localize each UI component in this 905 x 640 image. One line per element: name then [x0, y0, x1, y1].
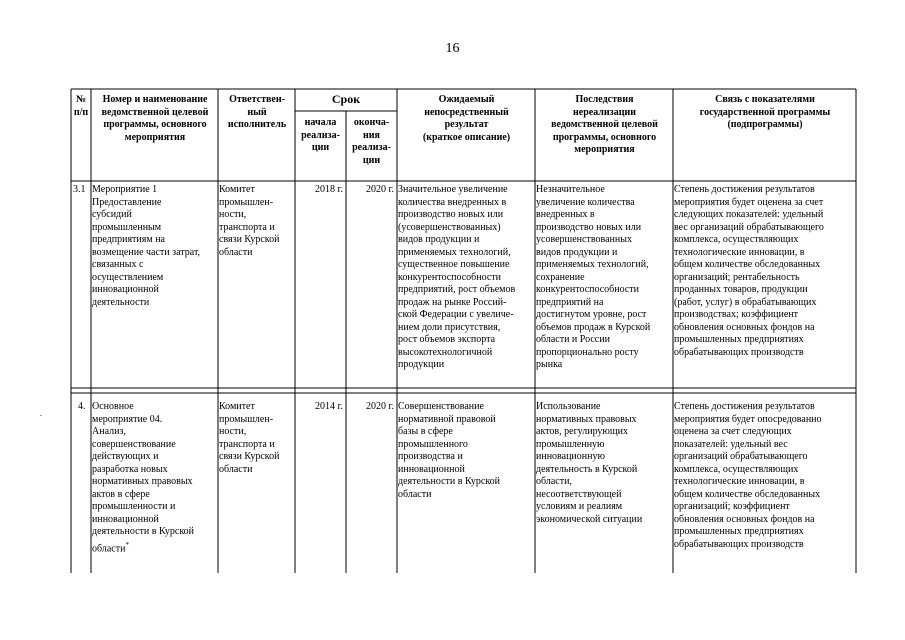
- row2-expected-line: деятельности в Курской: [398, 476, 501, 487]
- header-consequences-line: программы, основного: [552, 131, 657, 143]
- row1-expected-line: продаж на рынке Россий-: [398, 296, 507, 308]
- row2-consequences: [536, 401, 642, 526]
- page-number: 16: [445, 41, 460, 56]
- row2-consequences-line: несоответствующей: [536, 488, 622, 500]
- row2-expected-line: производства и: [398, 451, 463, 462]
- header-consequences-line: ведомственной целевой: [551, 119, 658, 130]
- row1-responsible-line: транспорта и: [219, 221, 275, 233]
- row1-link-line: проданных товаров, продукции: [674, 284, 808, 295]
- row2-consequences-line: нормативных правовых: [536, 413, 637, 425]
- row1-link-line: Степень достижения результатов: [674, 184, 815, 195]
- header-consequences-line: мероприятия: [574, 144, 635, 155]
- row1-expected-line: Значительное увеличение: [398, 184, 508, 195]
- row2-link-line: комплекса, осуществляющих: [674, 463, 799, 475]
- row2-consequences-line: инновационную: [536, 451, 605, 462]
- row2-expected-line: Совершенствование: [398, 401, 484, 412]
- row1-link-line: общем количестве обследованных: [674, 259, 821, 270]
- row1-consequences-line: Незначительное: [536, 184, 605, 195]
- row1-expected-line: продукции: [398, 359, 445, 370]
- row2-name-last: области: [92, 542, 126, 554]
- row2-responsible-line: транспорта и: [219, 438, 275, 450]
- row1-consequences-line: усовершенствованных: [536, 234, 632, 245]
- row1-num: 3.1: [73, 184, 86, 195]
- header-num-line: №: [75, 94, 87, 105]
- header-num-line: п/п: [73, 106, 89, 118]
- row2-consequences-line: условиям и реалиям: [536, 501, 623, 512]
- row1-expected-line: (усовершенствованных): [398, 221, 501, 233]
- row2-name-line: [92, 539, 194, 556]
- row1-consequences-line: достигнутом уровне, рост: [536, 309, 647, 320]
- row1-consequences-line: предприятий на: [536, 296, 604, 308]
- row2-link-line: технологические инновации, в: [674, 476, 805, 487]
- header-link-line: (подпрограммы): [727, 119, 803, 130]
- row1-consequences-line: увеличение количества: [536, 196, 635, 208]
- row1-link-line: (работ, услуг) в обрабатывающих: [674, 296, 817, 308]
- row1-responsible-line: области: [219, 246, 253, 258]
- row1-name-line: Мероприятие 1: [92, 184, 158, 195]
- header-name-line: Номер и наименование: [102, 94, 208, 105]
- row1-expected-line: производство новых или: [398, 209, 504, 220]
- row1-expected-line: нием доли присутствия,: [398, 321, 501, 333]
- row2-name-line: актов в сфере: [92, 488, 150, 500]
- row2-name-line: нормативных правовых: [92, 476, 193, 487]
- header-name-line: ведомственной целевой: [101, 106, 209, 118]
- row2-link-line: организаций; коэффициент: [674, 501, 790, 512]
- row1-link-line: технологические инновации, в: [674, 246, 805, 258]
- row2-responsible-line: Комитет: [219, 401, 255, 412]
- row2-end: 2020 г.: [366, 401, 394, 412]
- row2-name-line: промышленности и: [92, 501, 176, 512]
- row1-expected-line: предприятий, рост объемов: [398, 284, 516, 295]
- row1-consequences-line: применяемых технологий,: [536, 259, 649, 270]
- row2-responsible: [219, 401, 280, 476]
- row2-expected-line: нормативной правовой: [398, 413, 496, 425]
- row2-expected-line: инновационной: [398, 463, 465, 475]
- row1-expected-line: количества внедренных в: [398, 196, 507, 208]
- row2-responsible-line: связи Курской: [219, 451, 280, 462]
- row2-name-line: действующих и: [92, 451, 159, 462]
- row1-link-line: комплекса, осуществляющих: [674, 234, 799, 245]
- row1-consequences-line: рынка: [536, 359, 563, 370]
- row1-expected-line: применяемых технологий,: [398, 246, 511, 258]
- row1-expected-line: конкурентоспособности: [398, 271, 502, 283]
- row1-expected-line: ской Федерации с увеличе-: [398, 309, 514, 320]
- row2-expected-line: промышленного: [398, 438, 468, 450]
- row2-link-line: Степень достижения результатов: [674, 401, 815, 412]
- row1-name-line: промышленным: [92, 221, 162, 233]
- row1-responsible-line: Комитет: [219, 184, 255, 195]
- row1-name-line: субсидий: [92, 209, 132, 220]
- row1-name-line: предприятиям на: [92, 234, 165, 245]
- row1-link: [674, 184, 824, 359]
- header-responsible-line: Ответствен-: [229, 94, 285, 105]
- row2-expected: [398, 401, 500, 501]
- row1-link-line: обрабатывающих производств: [674, 346, 804, 358]
- row2-link-line: обновления основных фондов на: [674, 513, 815, 525]
- header-responsible-line: ный: [247, 106, 267, 118]
- row1-name-line: Предоставление: [92, 196, 162, 208]
- header-start-line: реализа-: [301, 129, 340, 141]
- row2-link-line: обрабатывающих производств: [674, 538, 804, 550]
- row2-name: [92, 401, 194, 555]
- row2-consequences-line: области,: [536, 476, 572, 487]
- row2-name-line: мероприятие 04.: [92, 413, 163, 425]
- header-link-line: Связь с показателями: [715, 94, 815, 105]
- row1-consequences: [536, 184, 650, 372]
- row1-name-line: осуществлением: [92, 271, 164, 283]
- header-link-line: государственной программы: [699, 106, 831, 118]
- header-expected-line: (краткое описание): [422, 131, 511, 143]
- row2-consequences-line: Использование: [536, 401, 601, 412]
- row1-name-line: возмещение части затрат,: [92, 246, 201, 258]
- row2-expected-line: области: [398, 488, 432, 500]
- row2-expected-line: базы в сфере: [398, 426, 453, 437]
- row2-name-line: Основное: [92, 401, 134, 412]
- row1-end: 2020 г.: [366, 184, 394, 195]
- header-num: [71, 94, 91, 119]
- row1-expected-line: существенное повышение: [398, 259, 510, 270]
- header-name-line: программы, основного: [103, 119, 207, 130]
- row1-name-line: инновационной: [92, 284, 159, 295]
- header-end-line: реализа-: [352, 142, 391, 153]
- row2-start: 2014 г.: [315, 401, 343, 412]
- header-end: [346, 117, 397, 167]
- header-expected-line: непосредственный: [424, 106, 509, 118]
- header-start-line: начала: [304, 117, 337, 128]
- row2-link-line: оценена за счет следующих: [674, 426, 792, 437]
- header-expected-line: результат: [444, 119, 489, 130]
- row2-name-line: деятельности в Курской: [92, 526, 195, 537]
- row1-consequences-line: внедренных в: [536, 209, 595, 220]
- row1-responsible-line: связи Курской: [219, 234, 280, 245]
- header-expected-line: Ожидаемый: [438, 94, 495, 105]
- header-name-line: мероприятия: [124, 131, 186, 143]
- row2-responsible-line: области: [219, 463, 253, 475]
- row1-link-line: организаций; рентабельность: [674, 271, 800, 283]
- header-expected: [398, 94, 535, 144]
- header-link: [674, 94, 856, 132]
- row1-consequences-line: объемов продаж в Курской: [536, 321, 651, 333]
- row2-name-line: разработка новых: [92, 463, 168, 475]
- footnote-mark: *: [125, 540, 129, 549]
- row1-consequences-line: области и России: [536, 334, 610, 345]
- header-responsible: [219, 94, 295, 132]
- header-end-line: ции: [362, 154, 381, 166]
- header-responsible-line: исполнитель: [227, 119, 287, 130]
- header-end-line: оконча-: [353, 117, 390, 128]
- row1-link-line: производствах; коэффициент: [674, 309, 799, 320]
- row1-consequences-line: видов продукции и: [536, 246, 618, 258]
- row1-responsible: [219, 184, 280, 259]
- row2-consequences-line: промышленную: [536, 438, 605, 450]
- row2-name-line: Анализ,: [92, 426, 126, 437]
- row1-responsible-line: ности,: [219, 209, 247, 220]
- row2-name-line: совершенствование: [92, 438, 176, 450]
- row2-link-line: мероприятия будет опосредованно: [674, 413, 822, 425]
- row1-link-line: следующих показателей: удельный: [674, 209, 824, 220]
- header-term: Срок: [331, 92, 361, 106]
- row2-responsible-line: промышлен-: [219, 413, 274, 425]
- row1-link-line: мероприятия будет оценена за счет: [674, 196, 824, 208]
- row1-consequences-line: пропорционально росту: [536, 346, 639, 358]
- row2-responsible-line: ности,: [219, 426, 247, 437]
- row1-link-line: вес организаций обрабатывающего: [674, 221, 824, 233]
- row1-expected-line: видов продукции и: [398, 234, 480, 245]
- header-consequences-line: нереализации: [573, 106, 636, 118]
- row2-link: [674, 401, 822, 551]
- row1-link-line: обновления основных фондов на: [674, 321, 815, 333]
- row1-name-line: связанных с: [92, 259, 144, 270]
- row2-name-line: инновационной: [92, 513, 159, 525]
- header-consequences-line: Последствия: [575, 94, 634, 105]
- row2-link-line: показателей: удельный вес: [674, 438, 788, 450]
- row1-consequences-line: производство новых или: [536, 221, 642, 233]
- row1-name: [92, 184, 200, 309]
- row2-link-line: промышленных предприятиях: [674, 526, 804, 537]
- header-consequences: [536, 94, 673, 157]
- row1-responsible-line: промышлен-: [219, 196, 274, 208]
- row1-consequences-line: конкурентоспособности: [536, 284, 640, 295]
- row1-link-line: промышленных предприятиях: [674, 334, 804, 345]
- row1-consequences-line: сохранение: [536, 271, 585, 283]
- header-name: [92, 94, 218, 144]
- header-start: [295, 117, 346, 155]
- row2-consequences-line: деятельность в Курской: [536, 463, 638, 475]
- row2-consequences-line: экономической ситуации: [536, 513, 643, 525]
- row2-consequences-line: актов, регулирующих: [536, 426, 628, 437]
- row2-num: 4.: [78, 401, 86, 412]
- header-start-line: ции: [311, 142, 330, 153]
- row1-start: 2018 г.: [315, 184, 343, 195]
- row1-expected-line: высокотехнологичной: [398, 346, 493, 358]
- header-end-line: ния: [363, 129, 380, 141]
- margin-mark: .: [40, 409, 42, 418]
- row1-expected: [398, 184, 515, 372]
- row1-name-line: деятельности: [92, 296, 150, 308]
- row2-link-line: общем количестве обследованных: [674, 488, 821, 500]
- row1-expected-line: рост объемов экспорта: [398, 334, 496, 345]
- row2-link-line: организаций обрабатывающего: [674, 451, 808, 462]
